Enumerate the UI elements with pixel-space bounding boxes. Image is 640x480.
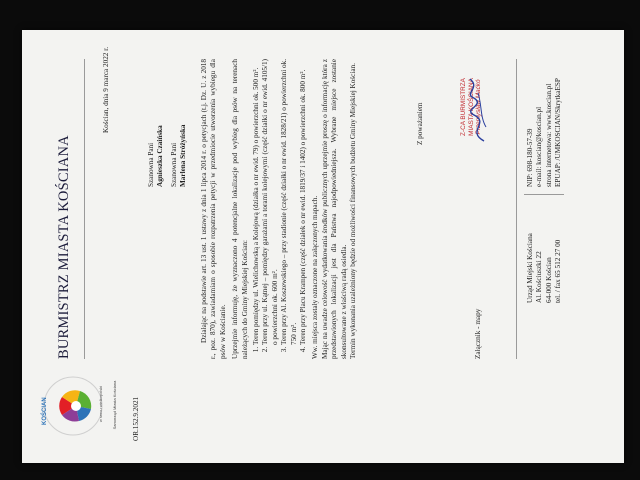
footer-contact-line: strona internetowa: www.koscian.pl (544, 83, 553, 187)
recipient-name-1: Agnieszka Czaińska (156, 125, 165, 187)
location-item: 1. Teren pomiędzy ul. Wielichowską a Kolejową (działka o nr ewid. 79) o powierzchni ok. 500 m². (252, 59, 261, 345)
attachment-note: Załącznik - mapy (474, 308, 482, 359)
location-item: 2. Teren przy ul. Kątnej – pomiędzy garażami a torami kolejowymi (część działki o nr ewid. 4105/1) o powierzchni ok. 600 m². (261, 59, 280, 345)
footer-contact-line: NIP: 698-180-57-39 (526, 128, 534, 187)
city-logo (38, 371, 108, 441)
footer-contact-line: EPUAP: /UMKOSCIAN/SkrytkaESP (554, 78, 563, 187)
recipient-block (147, 125, 189, 188)
page-title: BURMISTRZ MIASTA KOŚCIANA (56, 135, 72, 359)
footer-address-line: Urząd Miejski Kościana (526, 233, 534, 303)
footer-contact-line: e-mail: koscian@koscian.pl (535, 106, 544, 187)
logo-ring-text: w sercu wielkopolski (98, 385, 103, 423)
closing-text: Z poważaniem (416, 102, 424, 145)
logo-subtitle: Samorząd Miasta Kościana (112, 380, 117, 430)
recipient-salutation-1: Szanowna Pani (147, 142, 155, 187)
footer-address-line: tel. / fax 65 512 27 00 (554, 239, 563, 303)
body-paragraph-2: Uprzejmie informuję, że wyznaczono 4 potencjalne lokalizacje pod wybieg dla psów na terenach należących do Gminy Miejskiej Kościan: (231, 59, 249, 359)
date-line: Kościan, dnia 9 marca 2022 r. (102, 47, 110, 134)
footer-address-line: 64-000 Kościan (544, 257, 553, 303)
location-item: 3. Teren przy Al. Koszewskiego – przy stadionie (część działki o nr ewid. 1828/21) o powierzchni ok. 750 m². (280, 59, 299, 345)
recipient-name-2: Marlena Stróżyńska (179, 124, 188, 187)
signature-icon (460, 75, 494, 145)
logo-city-text: KOŚCIAN (42, 397, 48, 425)
header-rule (84, 59, 85, 359)
footer-contacts (526, 78, 564, 187)
body-paragraph-5: Termin wykonania uzależniony będzie od możliwości finansowych budżetu Gminy Miejskiej Kościan. (349, 63, 358, 359)
body-paragraph-4: Mając na uwadze celowość wydatkowania środków publicznych uprzejmie proszę o informację która z przedstawionych lokalizacji jest dla Państwa najodpowiedniejsza. Wybrane miejsce zostanie skonsultowane z właściwą radą osiedla. (320, 59, 348, 359)
stamp-line-1: Z-CA BURMISTRZA (460, 78, 467, 136)
location-list (252, 59, 308, 359)
stamp-line-3: Przemysław Maćkó (475, 79, 483, 135)
footer-rule (516, 59, 517, 359)
footer-address-line: Al. Kościuszki 22 (535, 251, 544, 303)
footer-divider (524, 194, 564, 195)
letter-body (200, 59, 359, 359)
location-item: 4. Teren przy Placu Krampen (część działek o nr ewid. 1819/37 i 1402) o powierzchni ok. 800 m². (299, 59, 308, 345)
body-paragraph-3: Ww. miejsca zostały oznaczone na załączonych mapach. (311, 195, 320, 359)
footer-address (526, 233, 564, 303)
letter-sheet (22, 30, 624, 463)
body-paragraph-1: Działając na podstawie art. 13 ust. 1 ustawy z dnia 1 lipca 2014 r. o petycjach (t.j. Dz. U. z 2018 r., poz. 870), zawiadamiam o sposobie rozpatrzenia petycji w przedmiocie utworzenia wybiegu dla psów w Kościanie. (200, 59, 227, 359)
letter-page (22, 30, 624, 463)
stamp-line-2: MIASTA KOŚCIANA (467, 78, 475, 136)
reference-number: OR.152.9.2021 (132, 396, 140, 441)
recipient-salutation-2: Szanowna Pani (169, 142, 178, 187)
